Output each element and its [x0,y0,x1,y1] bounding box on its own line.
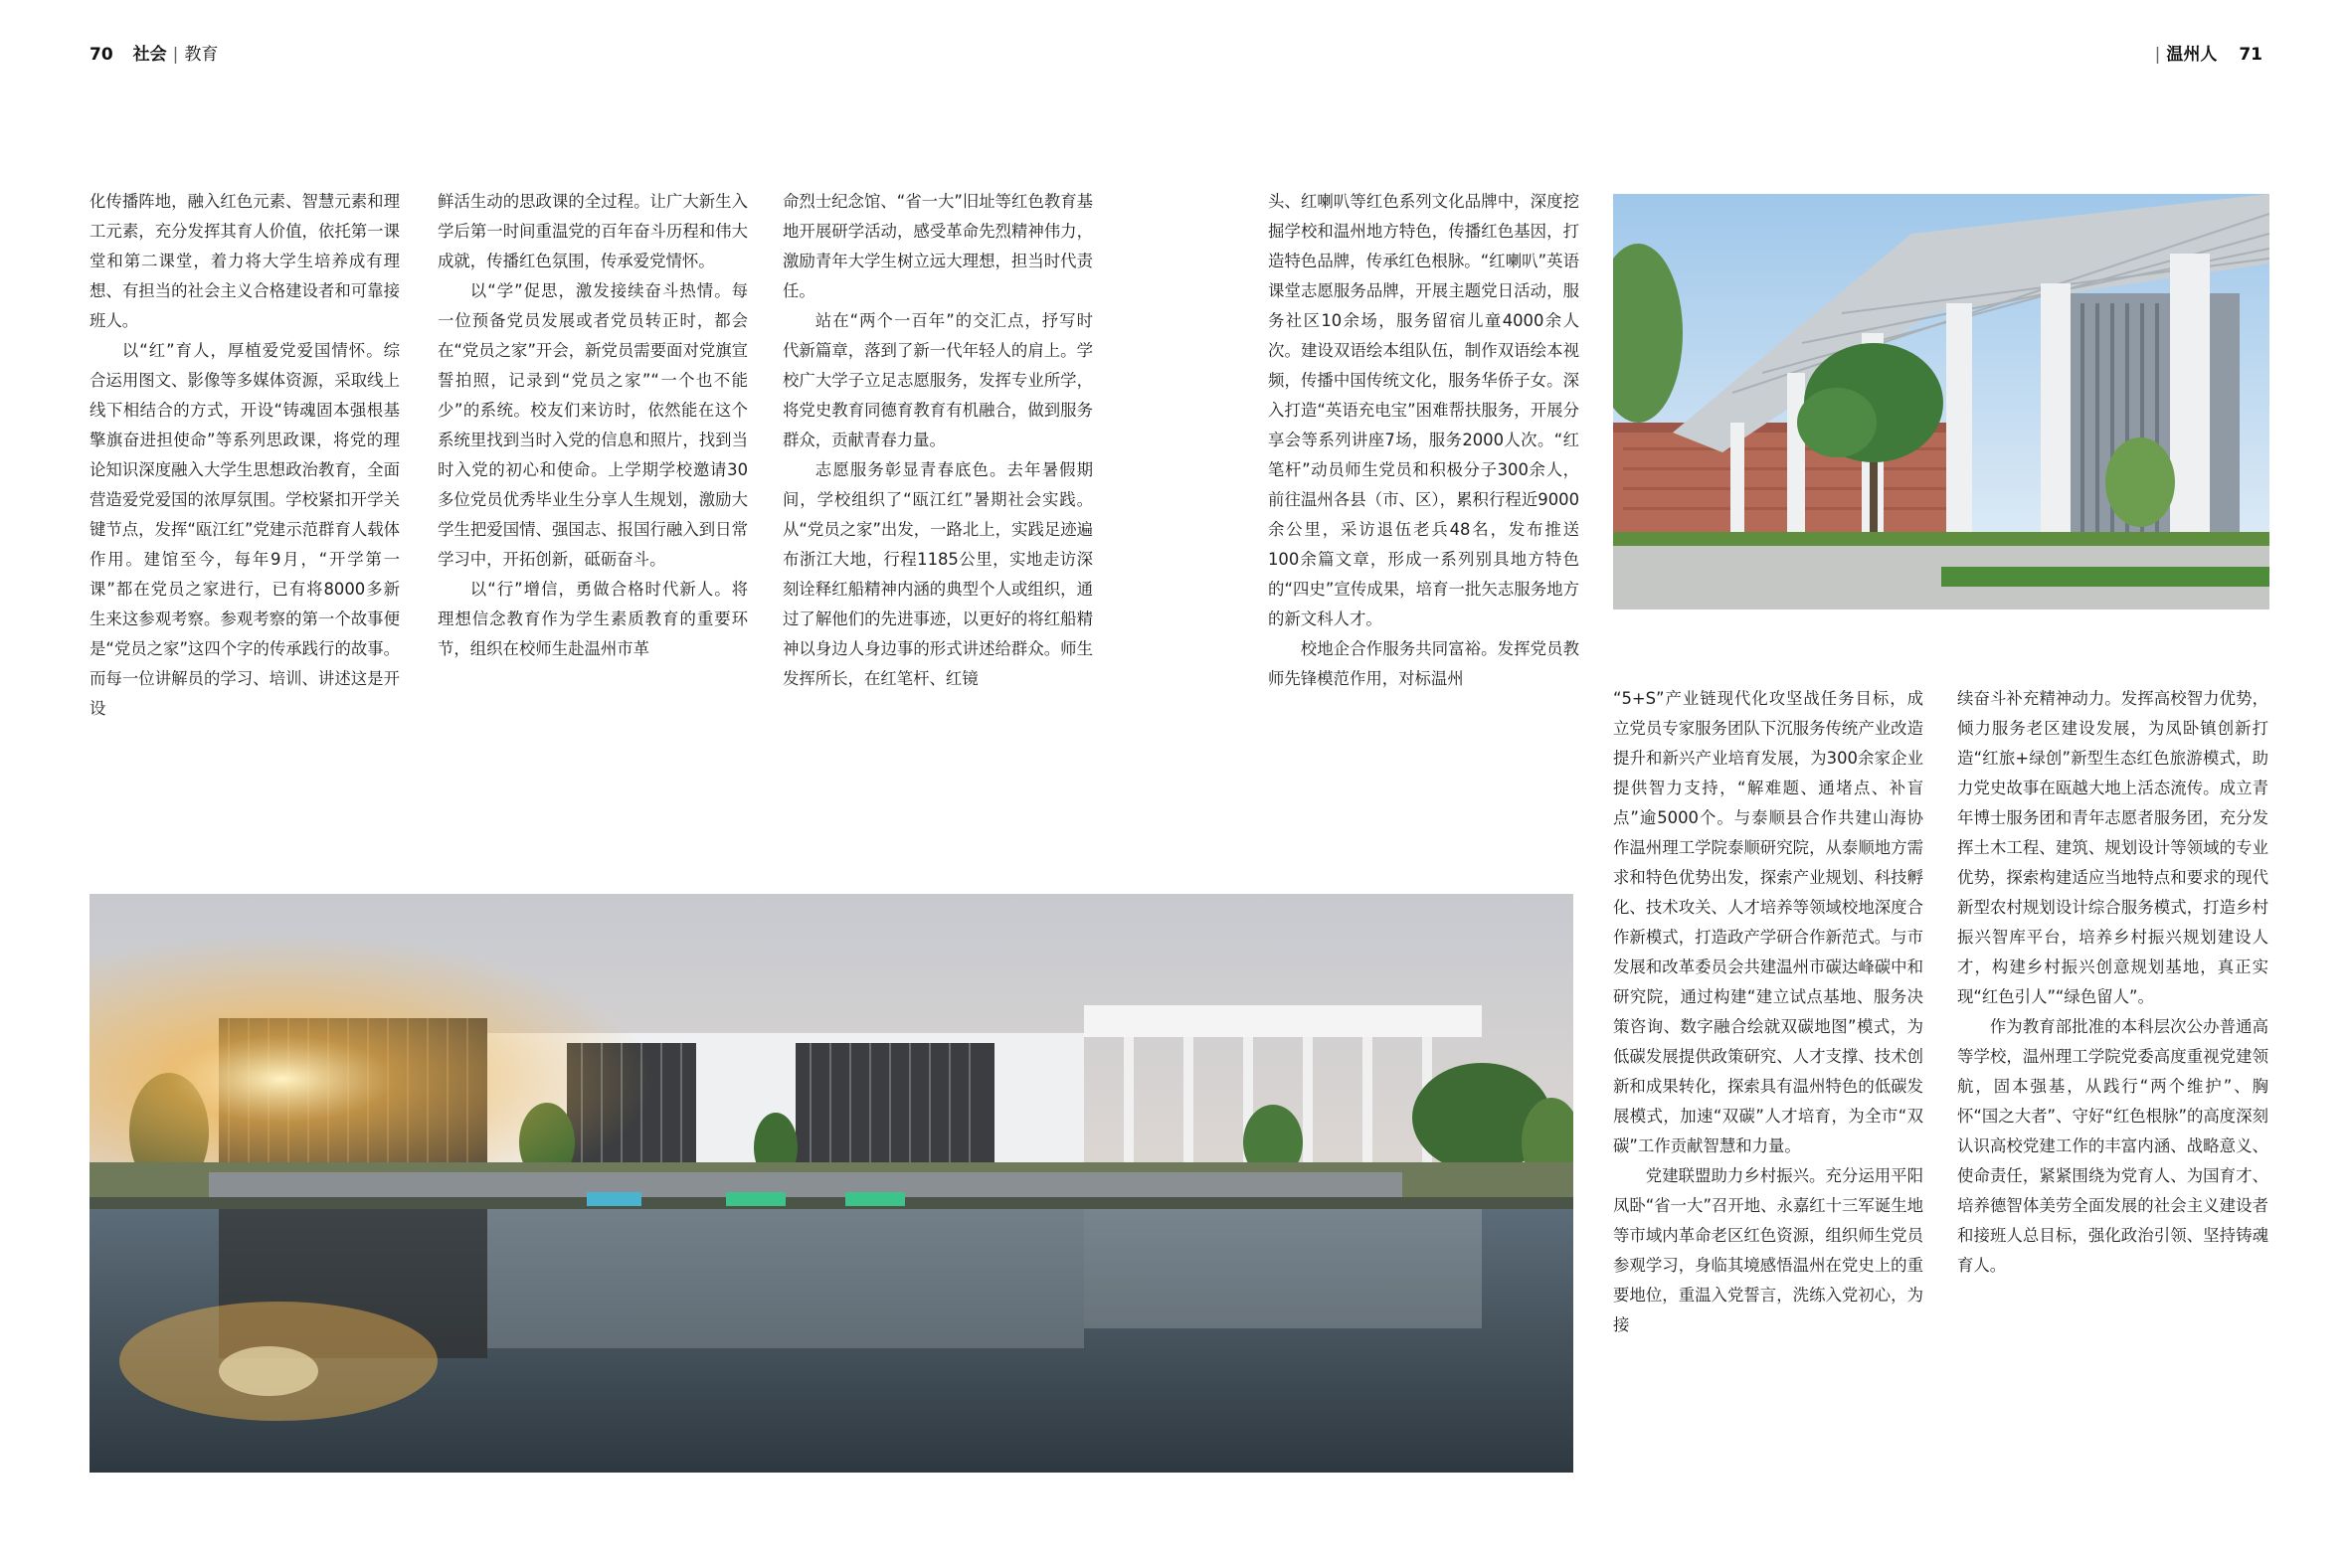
left-page-header [90,40,218,65]
paragraph: 作为教育部批准的本科层次公办普通高等学校，温州理工学院党委高度重视党建领航，固本强基，从践行“两个维护”、胸怀“国之大者”、守好“红色根脉”的高度深刻认识高校党建工作的丰富内涵、战略意义、使命责任，紧紧围绕为党育人、为国育才、培养德智体美劳全面发展的社会主义建设者和接班人总目标，强化政治引领、坚持铸魂育人。 [1957,1017,2268,1275]
paragraph: 站在“两个一百年”的交汇点，抒写时代新篇章，落到了新一代年轻人的肩上。学校广大学子立足志愿服务，发挥专业所学，将党史教育同德育教育有机融合，做到服务群众，贡献青春力量。 [783,311,1093,449]
paragraph: 以“行”增信，勇做合格时代新人。将理想信念教育作为学生素质教育的重要环节，组织在校师生赴温州市革 [438,580,748,658]
header-divider: | [172,45,179,65]
right-page-number: 71 [2239,45,2262,65]
lake-sunset-illustration [90,894,1573,1473]
paragraph: 以“红”育人，厚植爱党爱国情怀。综合运用图文、影像等多媒体资源，采取线上线下相结合的方式，开设“铸魂固本强根基擎旗奋进担使命”等系列思政课，将党的理论知识深度融入大学生思想政治教育，全面营造爱党爱国的浓厚氛围。学校紧扣开学关键节点，发挥“瓯江红”党建示范群育人载体作用。建馆至今，每年9月，“开学第一课”都在党员之家进行，已有将8000多新生来这参观考察。参观考察的第一个故事便是“党员之家”这四个字的传承践行的故事。而每一位讲解员的学习、培训、讲述这是开设 [90,341,401,718]
colonnade-illustration [1613,194,2269,610]
text-column-4 [1268,187,1579,694]
text-column-5 [1613,684,1923,1340]
right-page-header [2149,40,2262,65]
text-column-3 [783,187,1093,694]
text-column-1 [90,187,400,724]
text-column-6 [1957,684,2268,1281]
paragraph: 化传播阵地，融入红色元素、智慧元素和理工元素，充分发挥其育人价值，依托第一课堂和第二课堂，着力将大学生培养成有理想、有担当的社会主义合格建设者和可靠接班人。 [90,192,400,330]
paragraph: 鲜活生动的思政课的全过程。让广大新生入学后第一时间重温党的百年奋斗历程和伟大成就，传播红色氛围，传承爱党情怀。 [438,192,748,270]
paragraph: 志愿服务彰显青春底色。去年暑假期间，学校组织了“瓯江红”暑期社会实践。从“党员之家”出发，一路北上，实践足迹遍布浙江大地，行程1185公里，实地走访深刻诠释红船精神内涵的典型个人或组织，通过了解他们的先进事迹，以更好的将红船精神以身边人身边事的形式讲述给群众。师生发挥所长，在红笔杆、红镜 [783,460,1094,688]
paragraph: 党建联盟助力乡村振兴。充分运用平阳凤卧“省一大”召开地、永嘉红十三军诞生地等市域内革命老区红色资源，组织师生党员参观学习，身临其境感悟温州在党史上的重要地位，重温入党誓言，洗练入党初心，为接 [1613,1166,1924,1334]
paragraph: 命烈士纪念馆、“省一大”旧址等红色教育基地开展研学活动，感受革命先烈精神伟力，激励青年大学生树立远大理想，担当时代责任。 [783,192,1094,300]
left-page-number: 70 [90,45,113,65]
paragraph: 校地企合作服务共同富裕。发挥党员教师先锋模范作用，对标温州 [1268,639,1579,688]
left-section-title: 社会 [132,45,167,65]
paragraph: 以“学”促思，激发接续奋斗热情。每一位预备党员发展或者党员转正时，都会在“党员之家”开会，新党员需要面对党旗宣誓拍照，记录到“党员之家”“一个也不能少”的系统。校友们来访时，依然能在这个系统里找到当时入党的信息和照片，找到当时入党的初心和使命。上学期学校邀请30多位党员优秀毕业生分享人生规划，激励大学生把爱国情、强国志、报国行融入到日常学习中，开拓创新，砥砺奋斗。 [438,281,749,569]
paragraph: 头、红喇叭等红色系列文化品牌中，深度挖掘学校和温州地方特色，传播红色基因，打造特色品牌，传承红色根脉。“红喇叭”英语课堂志愿服务品牌，开展主题党日活动，服务社区10余场，服务留宿儿童4000余人次。建设双语绘本组队伍，制作双语绘本视频，传播中国传统文化，服务华侨子女。深入打造“英语充电宝”困难帮扶服务，开展分享会等系列讲座7场，服务2000人次。“红笔杆”动员师生党员和积极分子300余人，前往温州各县（市、区），累积行程近9000余公里，采访退伍老兵48名，发布推送100余篇文章，形成一系列别具地方特色的“四史”宣传成果，培育一批矢志服务地方的新文科人才。 [1268,192,1579,628]
campus-lake-sunset-photo [90,894,1573,1473]
magazine-title: 温州人 [2166,45,2218,65]
campus-colonnade-photo [1613,194,2269,610]
left-subsection-title: 教育 [184,45,219,65]
paragraph: 续奋斗补充精神动力。发挥高校智力优势，倾力服务老区建设发展，为凤卧镇创新打造“红旅+绿创”新型生态红色旅游模式，助力党史故事在瓯越大地上活态流传。成立青年博士服务团和青年志愿者服务团，充分发挥土木工程、建筑、规划设计等领域的专业优势，探索构建适应当地特点和要求的现代新型农村规划设计综合服务模式，打造乡村振兴智库平台，培养乡村振兴规划建设人才，构建乡村振兴创意规划基地，真正实现“红色引人”“绿色留人”。 [1957,689,2268,1006]
text-column-2 [438,187,748,664]
paragraph: “5+S”产业链现代化攻坚战任务目标，成立党员专家服务团队下沉服务传统产业改造提升和新兴产业培育发展，为300余家企业提供智力支持，“解难题、通堵点、补盲点”逾5000个。与泰顺县合作共建山海协作温州理工学院泰顺研究院，从泰顺地方需求和特色优势出发，探索产业规划、科技孵化、技术攻关、人才培养等领域校地深度合作新模式，打造政产学研合作新范式。与市发展和改革委员会共建温州市碳达峰碳中和研究院，通过构建“建立试点基地、服务决策咨询、数字融合绘就双碳地图”模式，为低碳发展提供政策研究、人才支撑、技术创新和成果转化，探索具有温州特色的低碳发展模式，加速“双碳”人才培育，为全市“双碳”工作贡献智慧和力量。 [1613,689,1923,1155]
header-divider: | [2154,45,2161,65]
